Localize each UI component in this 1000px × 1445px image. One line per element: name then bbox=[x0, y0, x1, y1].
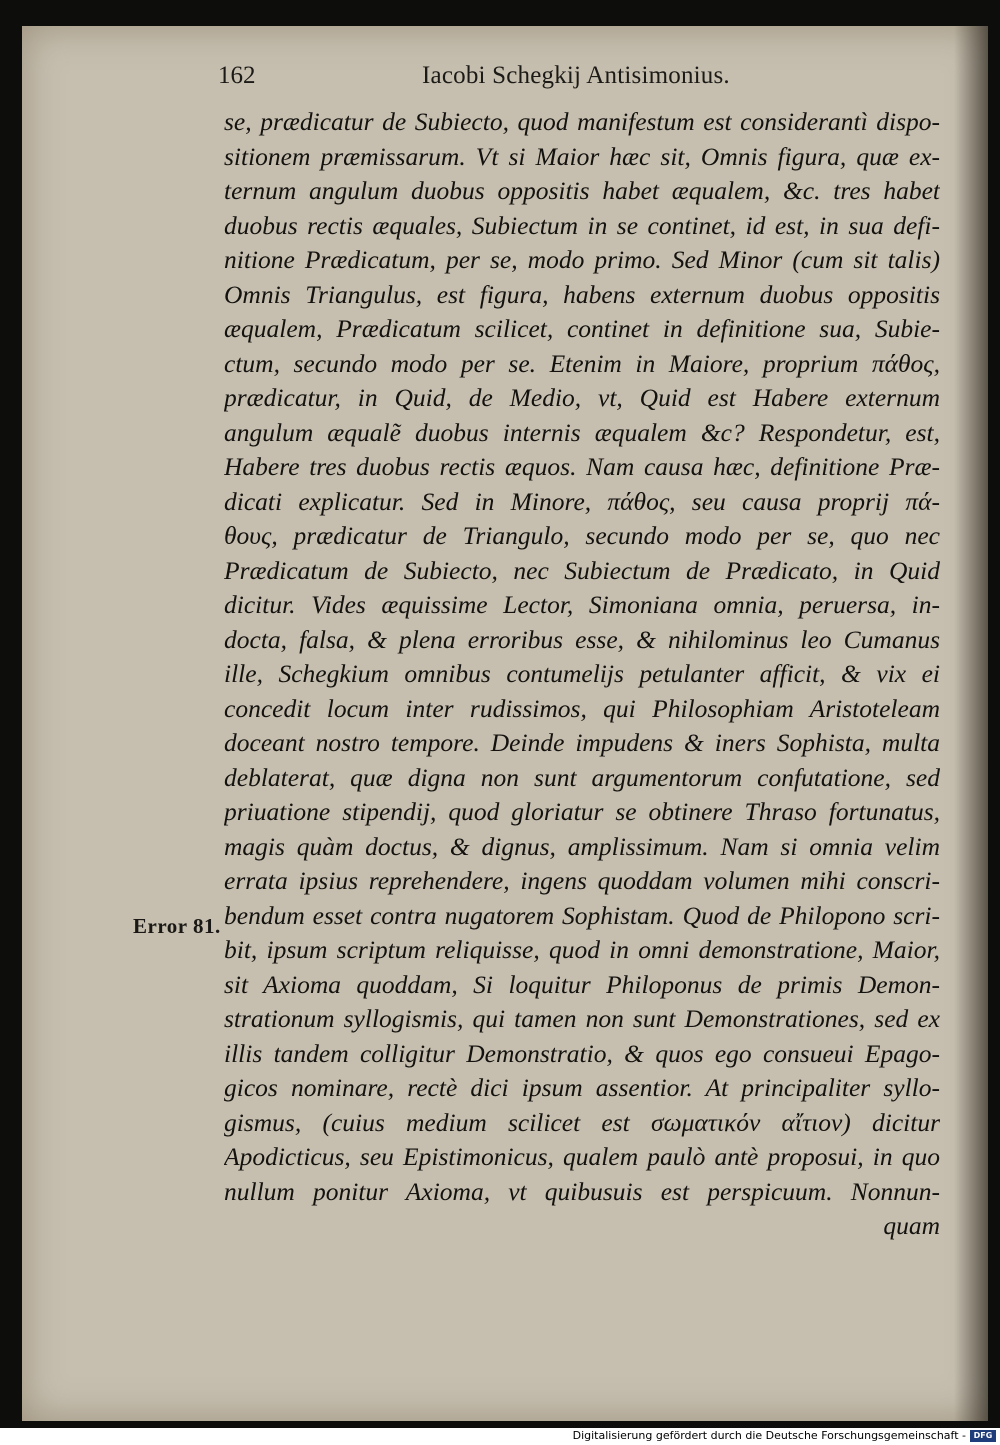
funding-notice: Digitalisierung gefördert durch die Deutsche Forschungsgemeinschaft - bbox=[572, 1429, 966, 1442]
text-line: deblaterat, quæ digna non sunt argumentorum confutatione, sed bbox=[224, 762, 940, 792]
page-header bbox=[218, 62, 758, 102]
text-line: gicos nominare, rectè dici ipsum assentior. At principaliter syllo- bbox=[224, 1073, 940, 1102]
text-line: doceant nostro tempore. Deinde impudens & iners Sophista, multa bbox=[224, 728, 940, 757]
text-line: dicitur. Vides æquissime Lector, Simoniana omnia, peruersa, in- bbox=[224, 590, 940, 619]
text-line: prædicatur, in Quid, de Medio, vt, Quid est Habere externum bbox=[224, 383, 940, 412]
text-line: quam bbox=[883, 1211, 940, 1240]
text-line: bit, ipsum scriptum reliquisse, quod in omni demonstratione, Maior, bbox=[224, 935, 940, 964]
text-line: angulum æqualẽ duobus internis æqualem &c? Respondetur, est, bbox=[224, 417, 940, 447]
text-line: concedit locum inter rudissimos, qui Philosophiam Aristoteleam bbox=[224, 693, 940, 723]
text-line: θους, prædicatur de Triangulo, secundo modo per se, quo nec bbox=[224, 521, 940, 550]
text-line: Prædicatum de Subiecto, nec Subiectum de Prædicato, in Quid bbox=[224, 555, 940, 585]
text-line: duobus rectis æquales, Subiectum in se continet, id est, in sua defi- bbox=[224, 210, 940, 240]
text-line: bendum esset contra nugatorem Sophistam. Quod de Philopono scri- bbox=[224, 900, 940, 930]
text-line: nitione Prædicatum, per se, modo primo. Sed Minor (cum sit talis) bbox=[224, 245, 940, 274]
text-line: priuatione stipendij, quod gloriatur se obtinere Thraso fortunatus, bbox=[224, 797, 940, 826]
body-text bbox=[224, 105, 940, 1244]
text-line: se, prædicatur de Subiecto, quod manifestum est considerantì dispo- bbox=[224, 107, 940, 136]
text-line: Apodicticus, seu Epistimonicus, qualem paulò antè proposui, in quo bbox=[224, 1142, 940, 1171]
text-line: strationum syllogismis, qui tamen non sunt Demonstrationes, sed ex bbox=[224, 1004, 940, 1033]
text-line: Habere tres duobus rectis æquos. Nam causa hæc, definitione Præ- bbox=[224, 452, 940, 481]
text-line: ternum angulum duobus oppositis habet æqualem, &c. tres habet bbox=[224, 176, 940, 205]
text-line: errata ipsius reprehendere, ingens quoddam volumen mihi conscri- bbox=[224, 866, 940, 895]
footer-bar bbox=[0, 1428, 1000, 1445]
running-title: Iacobi Schegkij Antisimonius. bbox=[422, 62, 730, 89]
text-line: docta, falsa, & plena erroribus esse, & nihilominus leo Cumanus bbox=[224, 624, 940, 654]
text-line: illis tandem colligitur Demonstratio, & quos ego consueui Epago- bbox=[224, 1038, 940, 1068]
text-line: ille, Schegkium omnibus contumelijs petulanter afficit, & vix ei bbox=[224, 659, 940, 688]
text-line: dicati explicatur. Sed in Minore, πάθος, seu causa proprij πά- bbox=[224, 486, 940, 516]
text-line: sitionem præmissarum. Vt si Maior hæc sit, Omnis figura, quæ ex- bbox=[224, 141, 940, 171]
dfg-logo: DFG bbox=[970, 1430, 996, 1442]
text-line: magis quàm doctus, & dignus, amplissimum. Nam si omnia velim bbox=[224, 831, 940, 861]
text-line: sit Axioma quoddam, Si loquitur Philoponus de primis Demon- bbox=[224, 969, 940, 999]
spine-shadow bbox=[954, 26, 988, 1421]
margin-note: Error 81. bbox=[133, 914, 221, 938]
text-line: gismus, (cuius medium scilicet est σωματικόν αἴτιον) dicitur bbox=[224, 1107, 940, 1137]
text-line: Omnis Triangulus, est figura, habens externum duobus oppositis bbox=[224, 279, 940, 309]
text-line: æqualem, Prædicatum scilicet, continet in definitione sua, Subie- bbox=[224, 314, 940, 343]
text-line: nullum ponitur Axioma, vt quibusuis est perspicuum. Nonnun- bbox=[224, 1176, 940, 1206]
text-line: ctum, secundo modo per se. Etenim in Maiore, proprium πάθος, bbox=[224, 348, 940, 378]
page-number: 162 bbox=[218, 62, 256, 89]
